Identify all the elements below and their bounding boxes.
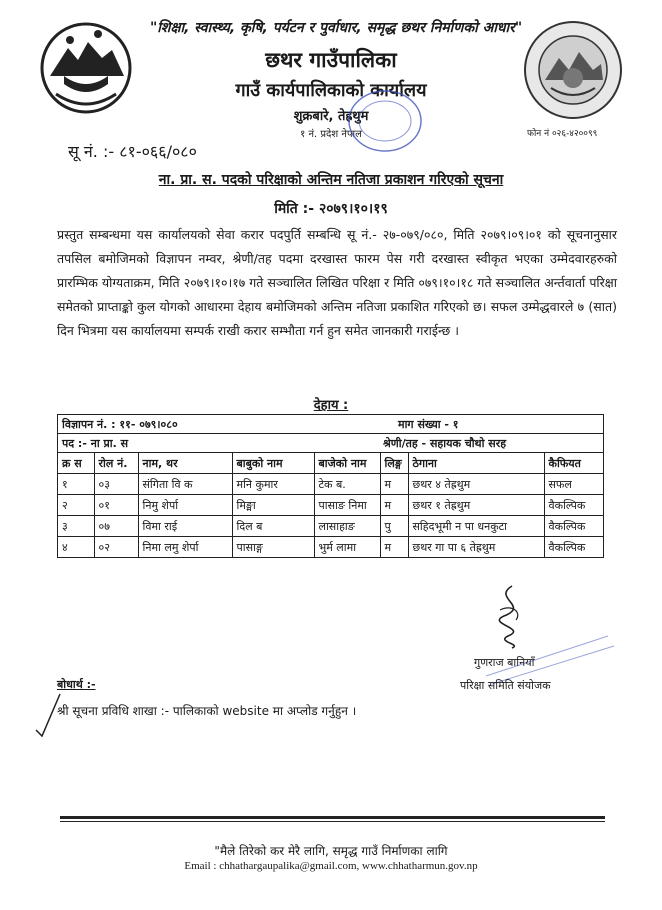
table-cell: लासाहाङ [314,516,380,537]
column-header: रोल नं. [94,453,138,474]
bodhartha-label: बोधार्थ :- [57,678,96,691]
table-cell: ०१ [94,495,138,516]
table-cell: ०२ [94,537,138,558]
table-cell: म [380,474,408,495]
results-table [57,414,604,558]
office-name: गाउँ कार्यपालिकाको कार्यालय [235,80,427,101]
notice-body: प्रस्तुत सम्बन्धमा यस कार्यालयको सेवा करार पदपुर्ति सम्बन्धि सू नं.- २७-०७९/०८०, मिति २०७९।०९।०१ को सूचनानुसार तपसिल बमोजिमको विज्ञापन नम्वर, श्रेणी/तह पदमा दरखास्त फारम पेस गरी दरखास्त स्वीकृत भएका उम्मेदवारहरुको प्रारम्भिक योग्यताक्रम, मिति २०७९।१०।१७ गते सञ्चालित लिखित परिक्षा र मिति ०७९।१०।१८ गते सञ्चालित अर्न्तवार्ता परिक्षा समेतको प्राप्ताङ्को कुल योगको आधारमा देहाय बमोजिमको अन्तिम नतिजा प्रकाशित गरिएको छ। सफल उम्मेद्धवारले ७ (सात) दिन भित्रमा यस कार्यालयमा सम्पर्क राखी करार सम्भौता गर्न हुन समेत जानकारी गराईन्छ । [57,227,617,338]
footer-contact: Email : chhathargaupalika@gmail.com, www.chhatharmun.gov.np [184,860,478,872]
table-header-row [58,453,603,474]
notice-subject: ना. प्रा. स. पदको परिक्षाको अन्तिम नतिजा प्रकाशन गरिएको सूचना [158,172,504,188]
table-cell: १ [58,474,94,495]
table-cell: पासाङ निमा [314,495,380,516]
column-header: लिङ्ग [380,453,408,474]
footer-quote: "मैले तिरेको कर मेरै लागि, समृद्ध गाउँ निर्माणका लागि [214,844,448,858]
office-location: शुक्रबारे, तेह्रथुम [293,109,369,124]
office-stamp [345,86,425,156]
column-header: ठेगाना [408,453,544,474]
it-section-instruction: श्री सूचना प्रविधि शाखा :- पालिकाको website मा अप्लोड गर्नुहुन । [57,704,357,718]
table-cell: सहिदभूमी न पा धनकुटा [408,516,544,537]
column-header: बाबुको नाम [232,453,314,474]
dehaya-heading: देहाय : [313,398,349,413]
municipality-name: छथर गाउँपालिका [265,48,397,72]
results-grid [58,453,603,557]
signatory-title: परिक्षा समिति संयोजक [460,679,551,692]
table-cell: ०३ [94,474,138,495]
slogan: "शिक्षा, स्वास्थ्य, कृषि, पर्यटन र पुर्वाधार, समृद्ध छथर निर्माणको आधार" [150,20,523,36]
table-cell: संगिता वि क [138,474,232,495]
post-level: श्रेणी/तह - सहायक चौथो सरह [383,437,507,450]
table-cell: छथर गा पा ६ तेह्रथुम [408,537,544,558]
table-cell: दिल ब [232,516,314,537]
table-cell: पासाङ्ग [232,537,314,558]
column-header: नाम, थर [138,453,232,474]
table-cell: निमु शेर्पा [138,495,232,516]
table-cell: मनि कुमार [232,474,314,495]
table-cell: ४ [58,537,94,558]
post-row [58,434,603,453]
table-cell: मिङ्मा [232,495,314,516]
table-cell: वैकल्पिक [544,516,603,537]
table-cell: पु [380,516,408,537]
table-cell: वैकल्पिक [544,495,603,516]
post-name: पद :- ना प्रा. स [62,437,129,450]
column-header: क्र स [58,453,94,474]
demand-count: माग संख्या - १ [398,418,459,431]
table-cell: छथर ४ तेह्रथुम [408,474,544,495]
table-cell: ३ [58,516,94,537]
table-row [58,516,603,537]
signatory-name: गुणराज बानियाँ [474,656,535,669]
province-line: १ नं. प्रदेश नेपाल [300,129,362,140]
table-cell: निमा लमु शेर्पा [138,537,232,558]
table-row [58,495,603,516]
advert-row [58,415,603,434]
reference-number: सू नं. :- ८१-०६६/०८० [68,142,197,161]
footer-divider [60,816,605,819]
table-cell: टेक ब. [314,474,380,495]
table-cell: ०७ [94,516,138,537]
table-cell: म [380,537,408,558]
table-cell: २ [58,495,94,516]
table-cell: विमा राई [138,516,232,537]
column-header: बाजेको नाम [314,453,380,474]
table-cell: छथर १ तेह्रथुम [408,495,544,516]
table-cell: सफल [544,474,603,495]
table-row [58,537,603,558]
advert-number: विज्ञापन नं. : ११- ०७९।०८० [62,418,178,431]
table-row [58,474,603,495]
footer-divider-thin [60,821,605,822]
table-cell: वैकल्पिक [544,537,603,558]
table-cell: भुर्म लामा [314,537,380,558]
table-cell: म [380,495,408,516]
phone-number: फोन नं ०२६-४२००९९ [527,129,598,139]
column-header: कैफियत [544,453,603,474]
notice-date: मिति :- २०७९।१०।१९ [274,201,388,217]
